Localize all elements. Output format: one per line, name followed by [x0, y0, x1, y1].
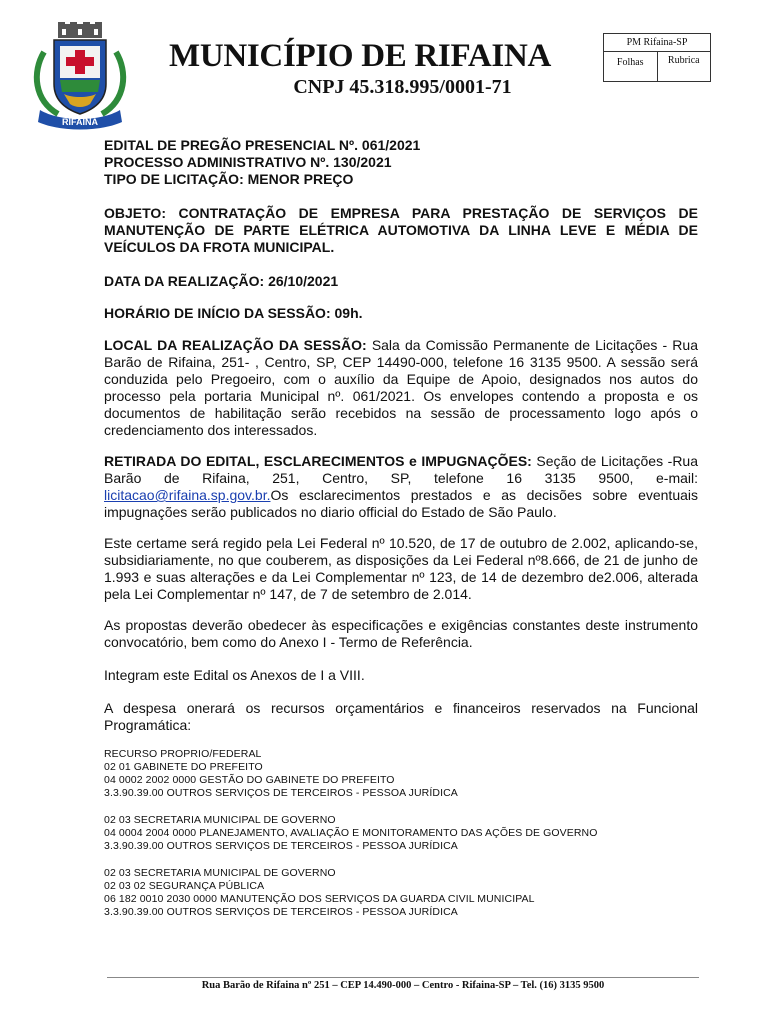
funcional-block-3 [104, 867, 698, 919]
retirada-text-2: Os esclarecimentos prestados e as decisões sobre eventuais impugnações serão publicados no diario official do Estado de São Paulo. [104, 487, 698, 520]
municipal-crest-icon [30, 22, 130, 130]
page-title: MUNICÍPIO DE RIFAINA [168, 38, 552, 74]
email-link[interactable]: licitacao@rifaina.sp.gov.br. [104, 487, 271, 503]
funcional-line: 3.3.90.39.00 OUTROS SERVIÇOS DE TERCEIROS - PESSOA JURÍDICA [104, 906, 458, 918]
horario-inicio: HORÁRIO DE INÍCIO DA SESSÃO: 09h. [104, 305, 363, 321]
stamp-rubrica-label: Rubrica [657, 52, 711, 81]
footer-divider [107, 977, 699, 978]
stamp-folhas-label: Folhas [616, 57, 644, 68]
objeto-paragraph: OBJETO: CONTRATAÇÃO DE EMPRESA PARA PRESTAÇÃO DE SERVIÇOS DE MANUTENÇÃO DE PARTE ELÉTRICA AUTOMOTIVA DA LINHA LEVE E MÉDIA DE VEÍCULOS DA FROTA MUNICIPAL. [104, 205, 698, 255]
retirada-paragraph [104, 453, 698, 521]
funcional-line: 02 01 GABINETE DO PREFEITO [104, 761, 263, 773]
funcional-line: 02 03 02 SEGURANÇA PÚBLICA [104, 880, 265, 892]
propostas-paragraph: As propostas deverão obedecer às especificações e exigências constantes deste instrumento convocatório, bem como do Anexo I - Termo de Referência. [104, 617, 698, 650]
edital-number: EDITAL DE PREGÃO PRESENCIAL Nº. 061/2021 [104, 137, 421, 153]
local-label: LOCAL DA REALIZAÇÃO DA SESSÃO: [104, 337, 367, 353]
stamp-header: PM Rifaina-SP [604, 34, 710, 52]
retirada-text: Seção de Licitações -Rua Barão de Rifaina, 251, Centro, SP, telefone 16 3135 9500, e-mail: [104, 453, 699, 486]
integram-paragraph: Integram este Edital os Anexos de I a VIII. [104, 667, 365, 683]
funcional-line: 3.3.90.39.00 OUTROS SERVIÇOS DE TERCEIROS - PESSOA JURÍDICA [104, 840, 458, 852]
funcional-block-1 [104, 748, 698, 800]
page-stamp-box [603, 33, 711, 82]
regido-paragraph: Este certame será regido pela Lei Federal nº 10.520, de 17 de outubro de 2.002, aplicando-se, subsidiariamente, no que couberem, as disposições da Lei Federal nº8.666, de 21 de junho de 1.993 e suas alterações e da Lei Complementar nº 123, de 14 de dezembro de2.006, alterada pela Lei Complementar nº 147, de 7 de setembro de 2.014. [104, 535, 698, 602]
retirada-label: RETIRADA DO EDITAL, ESCLARECIMENTOS e IMPUGNAÇÕES: [104, 453, 532, 469]
crest-ribbon-text: RIFAINA [62, 117, 98, 127]
funcional-line: 04 0002 2002 0000 GESTÃO DO GABINETE DO PREFEITO [104, 774, 395, 786]
local-paragraph [104, 337, 698, 439]
processo-number: PROCESSO ADMINISTRATIVO Nº. 130/2021 [104, 154, 392, 170]
cnpj-number: CNPJ 45.318.995/0001-71 [293, 76, 512, 98]
data-realizacao: DATA DA REALIZAÇÃO: 26/10/2021 [104, 273, 339, 289]
funcional-line: 02 03 SECRETARIA MUNICIPAL DE GOVERNO [104, 867, 336, 879]
document-body [104, 137, 698, 919]
funcional-block-2 [104, 814, 698, 853]
funcional-line: 02 03 SECRETARIA MUNICIPAL DE GOVERNO [104, 814, 336, 826]
local-text: Sala da Comissão Permanente de Licitações - Rua Barão de Rifaina, 251- , Centro, SP, CEP 14490-000, telefone 16 3135 9500. A sessão será conduzida pelo Pregoeiro, com o auxílio da Equipe de Apoio, designados nos autos do processo pela portaria Municipal nº. 061/2021. Os envelopes contendo a proposta e os documentos de habilitação serão recebidos na sessão de processamento logo após o credenciamento dos interessados. [104, 337, 698, 438]
funcional-line: 06 182 0010 2030 0000 MANUTENÇÃO DOS SERVIÇOS DA GUARDA CIVIL MUNICIPAL [104, 893, 535, 905]
tipo-licitacao: TIPO DE LICITAÇÃO: MENOR PREÇO [104, 171, 354, 187]
despesa-paragraph: A despesa onerará os recursos orçamentários e financeiros reservados na Funcional Programática: [104, 700, 698, 733]
funcional-line: RECURSO PROPRIO/FEDERAL [104, 748, 262, 760]
footer-address: Rua Barão de Rifaina nº 251 – CEP 14.490-000 – Centro - Rifaina-SP – Tel. (16) 3135 9500 [201, 980, 605, 991]
funcional-line: 3.3.90.39.00 OUTROS SERVIÇOS DE TERCEIROS - PESSOA JURÍDICA [104, 787, 458, 799]
funcional-line: 04 0004 2004 0000 PLANEJAMENTO, AVALIAÇÃO E MONITORAMENTO DAS AÇÕES DE GOVERNO [104, 827, 598, 839]
